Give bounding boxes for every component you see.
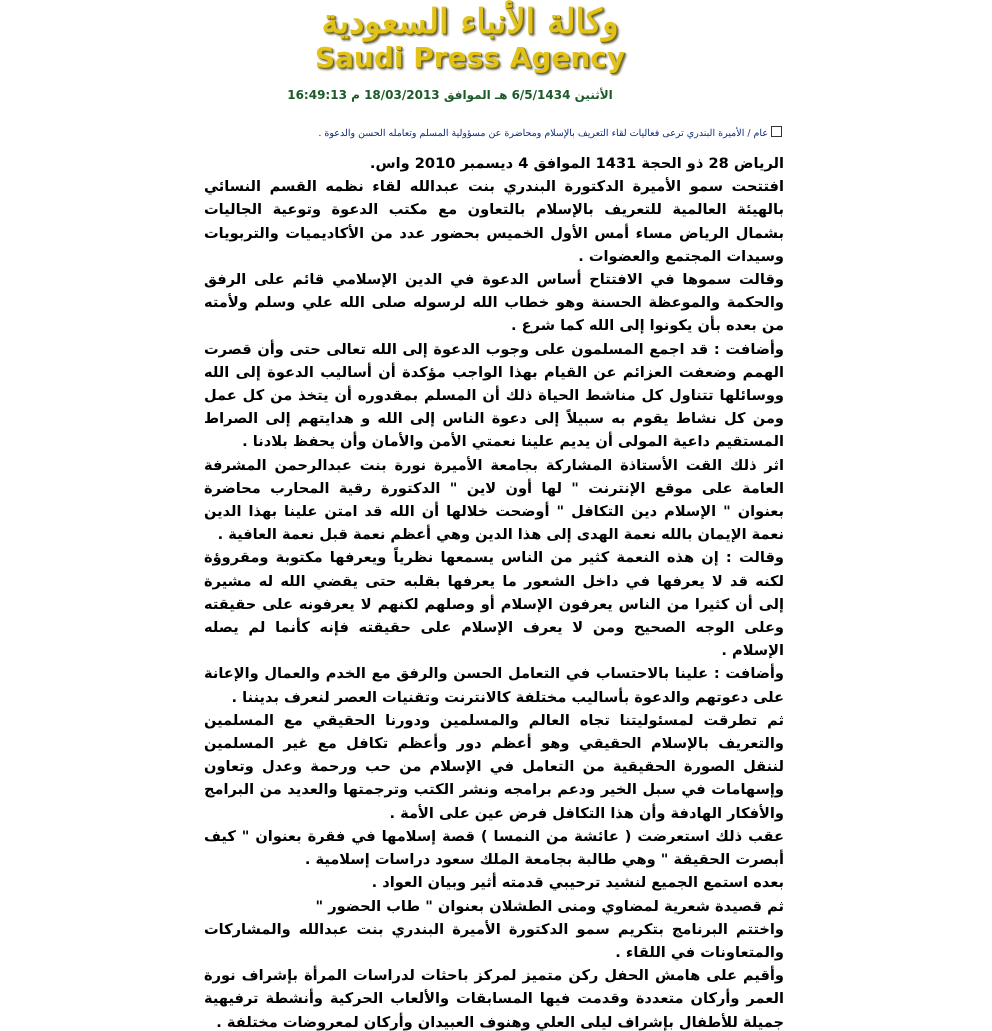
article-paragraph: وأضافت : علينا بالاحتساب في التعامل الحسن والرفق مع الخدم والعمال والإعانة على دعوتهم والدعوة بأساليب مختلفة كالانترنت وتقنيات العصر لنعرف بديننا . (204, 665, 784, 706)
article-paragraph: اثر ذلك القت الأستاذة المشاركة بجامعة الأميرة نورة بنت عبدالرحمن المشرفة العامة على موقع الإنترنت " لها أون لاين " الدكتورة رقية المحارب محاضرة بعنوان " الإسلام دين التكافل " أوضحت خلالها أن الله قد امتن علينا بهذا الدين نعمة الإيمان بالله نعمة الهدى إلى هذا الدين وهي أعظم نعمة قبل نعمة العافية . (204, 456, 784, 544)
article-paragraph: بعده استمع الجميع لنشيد ترحيبي قدمته أثير وبيان العواد . (371, 874, 784, 892)
article-paragraph: واختتم البرنامج بتكريم سمو الدكتورة الأميرة البندري بنت عبدالله والمشاركات والمتعاونات في اللقاء . (204, 920, 784, 961)
article-paragraph: ثم قصيدة شعرية لمضاوي ومنى الطشلان بعنوان " طاب الحضور " (315, 897, 784, 915)
logo-english[interactable]: Saudi Press Agency (314, 41, 626, 74)
article-paragraph: ثم تطرقت لمسئوليتنا تجاه العالم والمسلمين ودورنا الحقيقي مع المسلمين والتعريف بالإسلام الحقيقي وهو أعظم دور وأعظم تكافل مع غير المسلمين لننقل الصورة الحقيقية من التعامل في الإسلام من حب ورحمة وعدل وتعاون وإسهامات في سبل الخير ودعم برامجه ونشر الكتب وترجمتها والعديد من البرامج والأفكار الهادفة وأن هذا التكافل فرض عين على الأمة . (204, 711, 784, 822)
article-paragraph: وأقيم على هامش الحفل ركن متميز لمركز باحثات لدراسات المرأة بإشراف نورة العمر وأركان متعددة وقدمت فيها المسابقات والألعاب الحركية وأنشطة ترفيهية جميلة للأطفال بإشراف ليلى العلي وهنوف العبيدان وأركان لمعروضات مختلفة . (204, 967, 784, 1031)
logo-arabic[interactable]: وكالة الأنباء السعودية (321, 2, 619, 42)
article-paragraph: عقب ذلك استعرضت ( عائشة من النمسا ) قصة إسلامها في فقرة بعنوان " كيف أبصرت الحقيقة " وهي طالبة بجامعة الملك سعود دراسات إسلامية . (204, 827, 784, 869)
site-header (0, 0, 992, 110)
breadcrumb-separator: / (747, 128, 751, 139)
article-paragraph: وقالت : إن هذه النعمة كثير من الناس يسمعها نظرياً ويعرفها مكتوبة ومقروؤة لكنه قد لا يعرفها في داخل الشعور ما يعرفها بقلبه حتى يقضي الله له مشيرة إلى أن كثيرا من الناس يعرفون الإسلام أو وصلهم لكنهم لا يعرفونه على حقيقته وعلى الوجه الصحيح ومن لا يعرف الإسلام على حقيقته فإنه كأنما لم يصله الإسلام . (204, 549, 784, 660)
breadcrumb-title: الأميرة البندري ترعى فعاليات لقاء التعريف بالإسلام ومحاضرة عن مسؤولية المسلم وتعامله الحسن والدعوة . (318, 128, 745, 139)
article-paragraph: وقالت سموها في الافتتاح أساس الدعوة في الدين الإسلامي قائم على الرفق والحكمة والموعظة الحسنة وهو خطاب الله لرسوله صلى الله علي وسلم ولأمته من بعده بأن يكونوا إلى الله كما شرع . (204, 271, 784, 335)
article-body (204, 152, 784, 1031)
article-paragraph: افتتحت سمو الأميرة الدكتورة البندري بنت عبدالله لقاء نظمه القسم النسائي بالهيئة العالمية للتعريف بالإسلام بالتعاون مع مكتب الدعوة وتوعية الجاليات بشمال الرياض مساء أمس الأول الخميس بحضور عدد من الأكاديميات والتربويات وسيدات المجتمع والعضوات . (204, 178, 784, 265)
breadcrumb (222, 126, 782, 139)
article-paragraph: وأضافت : قد اجمع المسلمون على وجوب الدعوة إلى الله تعالى حتى وأن قصرت الهمم وضعفت العزائم عن القيام بهذا الواجب مؤكدة أن أساليب الدعوة إلى الله ووسائلها تتناول كل مناشط الحياة ذلك أن المسلم بمقدوره أن يتخذ من كل عمل ومن كل نشاط يقوم به سبيلاً إلى دعوة الناس إلى الله و هدايتهم إلى الصراط المستقيم داعية المولى أن يديم علينا نعمتي الأمن والأمان وأن يحفظ بلادنا . (204, 340, 784, 451)
checkbox-icon (771, 126, 782, 137)
breadcrumb-section-link[interactable]: عام (753, 128, 768, 139)
article-paragraph: الرياض 28 ذو الحجة 1431 الموافق 4 ديسمبر 2010 واس. (369, 155, 784, 172)
dateline: الأثنين 6/5/1434 هـ الموافق 18/03/2013 م 16:49:13 (287, 88, 613, 102)
